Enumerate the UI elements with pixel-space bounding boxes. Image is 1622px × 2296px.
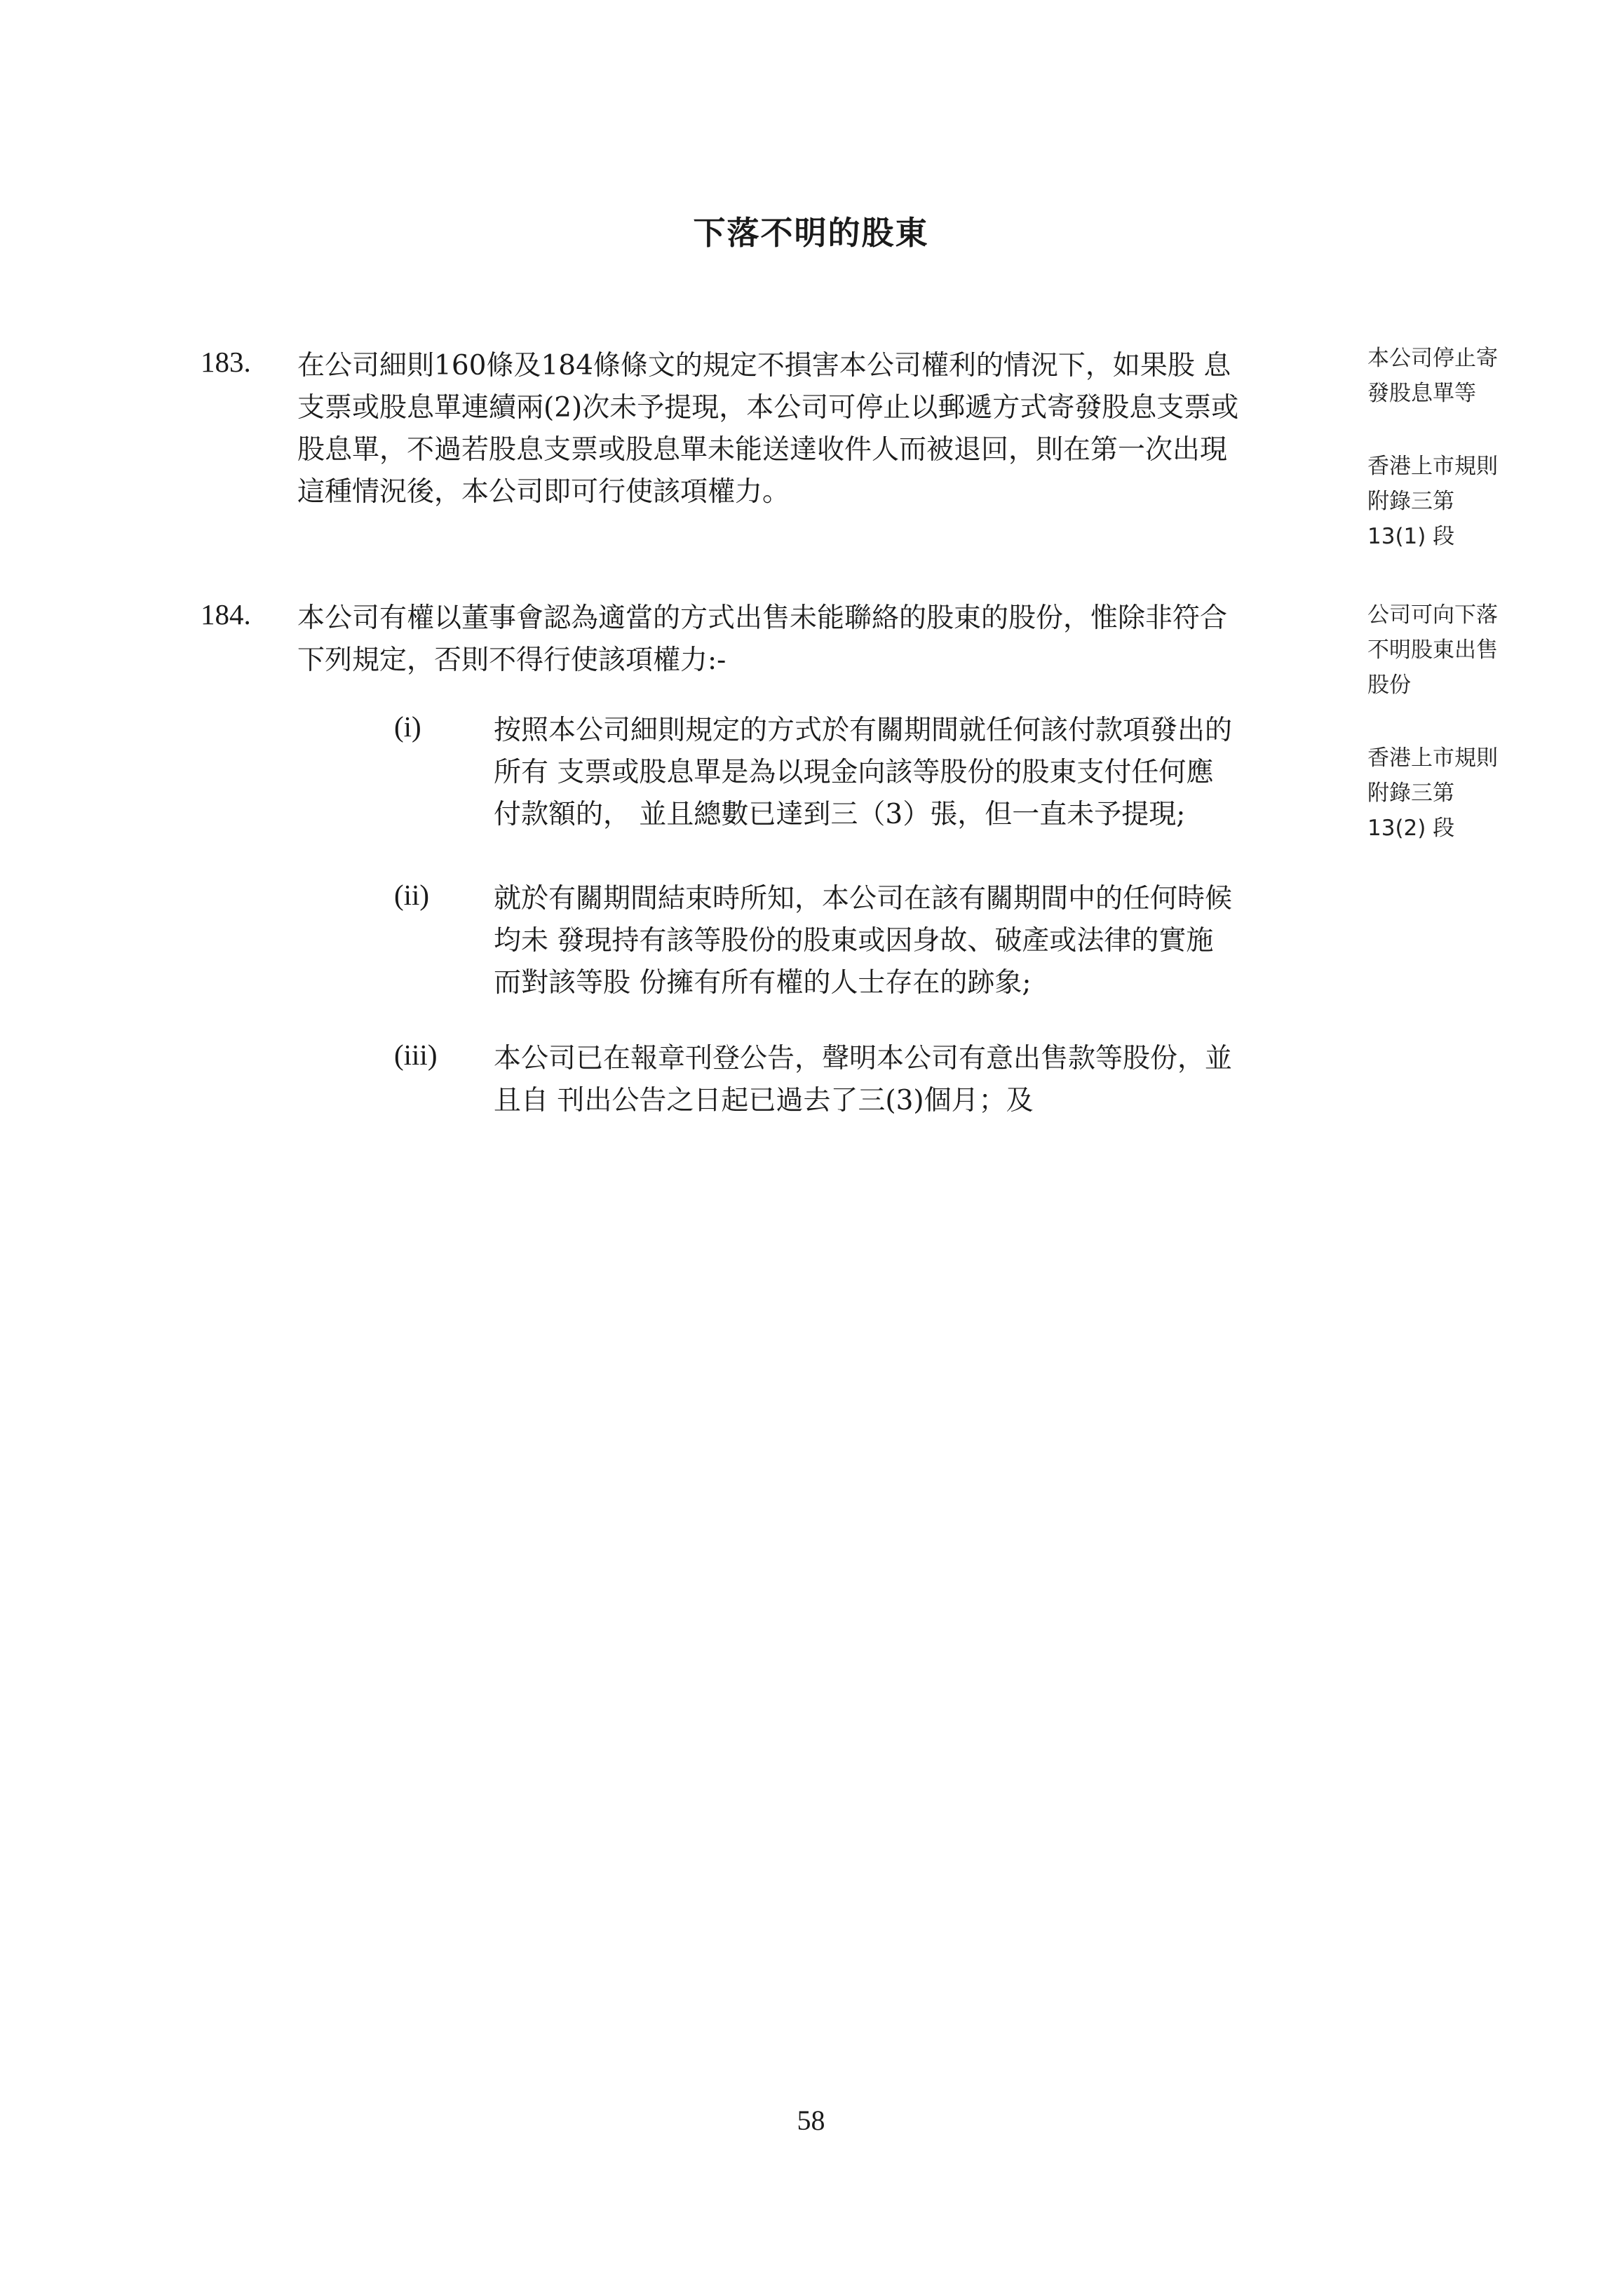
margin-note-line: 公司可向下落 (1367, 602, 1498, 628)
sub-item-label: (i) (394, 710, 421, 743)
margin-note-listing-rule-13-1 (1367, 449, 1529, 554)
margin-note-sell-shares (1367, 597, 1529, 703)
sub-item-line: 均未 發現持有該等股份的股東或因身故、破產或法律的實施 (494, 925, 1214, 957)
margin-note-line: 附錄三第 (1367, 781, 1454, 806)
clause-number: 183. (201, 346, 251, 378)
margin-note-line: 不明股東出售 (1367, 637, 1498, 663)
sub-item-line: 按照本公司細則規定的方式於有關期間就任何該付款項發出的 (494, 715, 1233, 746)
clause-line: 在公司細則160條及184條條文的規定不損害本公司權利的情況下，如果股 息 (297, 350, 1231, 381)
clause-line: 支票或股息單連續兩(2)次未予提現，本公司可停止以郵遞方式寄發股息支票或 (297, 392, 1239, 424)
sub-item-line: 本公司已在報章刊登公告，聲明本公司有意出售款等股份，並 (494, 1043, 1233, 1074)
sub-item-line: 而對該等股 份擁有所有權的人士存在的跡象; (494, 967, 1032, 999)
sub-item-body (494, 710, 1335, 836)
clause-line: 這種情況後，本公司即可行使該項權力。 (297, 476, 790, 508)
sub-item-label: (iii) (394, 1039, 438, 1071)
sub-item-line: 且自 刊出公告之日起已過去了三(3)個月；及 (494, 1085, 1034, 1116)
margin-note-line: 發股息單等 (1367, 381, 1476, 406)
margin-note-line: 13(2) 段 (1367, 816, 1455, 841)
clause-body (297, 345, 1335, 513)
sub-item-line: 所有 支票或股息單是為以現金向該等股份的股東支付任何應 (494, 757, 1214, 788)
clause-line: 下列規定，否則不得行使該項權力:- (297, 644, 726, 676)
clause-line: 股息單，不過若股息支票或股息單未能送達收件人而被退回，則在第一次出現 (297, 434, 1228, 466)
margin-note-line: 本公司停止寄 (1367, 346, 1498, 371)
sub-item-line: 付款額的， 並且總數已達到三（3）張，但一直未予提現; (494, 799, 1186, 830)
margin-note-line: 附錄三第 (1367, 489, 1454, 514)
clause-number: 184. (201, 598, 251, 630)
sub-item-body (494, 1038, 1335, 1122)
sub-item-line: 就於有關期間結束時所知，本公司在該有關期間中的任何時候 (494, 883, 1233, 914)
page-title: 下落不明的股東 (693, 214, 929, 252)
margin-note-line: 13(1) 段 (1367, 524, 1455, 549)
clause-body (297, 597, 1335, 682)
clause-line: 本公司有權以董事會認為適當的方式出售未能聯絡的股東的股份，惟除非符合 (297, 602, 1228, 634)
sub-item-label: (ii) (394, 879, 430, 911)
margin-note-listing-rule-13-2 (1367, 741, 1529, 846)
sub-item-body (494, 878, 1335, 1004)
margin-note-line: 香港上市規則 (1367, 745, 1498, 771)
page-number: 58 (797, 2105, 825, 2136)
margin-note-stop-dividend (1367, 341, 1529, 411)
margin-note-line: 股份 (1367, 673, 1411, 698)
margin-note-line: 香港上市規則 (1367, 454, 1498, 479)
